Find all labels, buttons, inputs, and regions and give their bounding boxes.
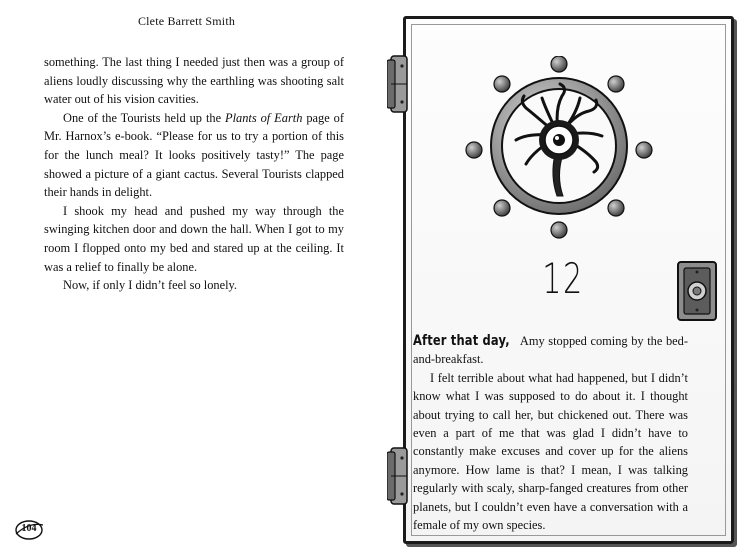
left-page bbox=[0, 0, 373, 560]
text-run: Now, if only I didn’t feel so lonely. bbox=[63, 278, 238, 293]
chapter-opening-paragraph bbox=[413, 332, 688, 369]
door-buzzer-icon bbox=[676, 260, 718, 322]
running-head: Clete Barrett Smith bbox=[137, 14, 236, 28]
opening-paragraph-rest: Amy stopped coming by the bed-and-breakfast. bbox=[413, 334, 688, 367]
page-number bbox=[14, 518, 44, 542]
page-number-text: 104 bbox=[21, 523, 37, 534]
text-run: something. The last thing I needed just then was a group of aliens loudly discussing why the earthling was shooting salt water out of his vision cavities. bbox=[44, 55, 344, 107]
paragraph-3 bbox=[44, 202, 344, 276]
paragraph-4 bbox=[44, 276, 344, 295]
text-run: One of the Tourists held up the bbox=[63, 110, 226, 125]
porthole-eye-creature-icon bbox=[464, 56, 654, 246]
paragraph-1 bbox=[44, 53, 344, 109]
paragraph-2: I felt terrible about what had happened, but I didn’t know what I was supposed to do about it. I thought about trying to call her, but chickened out. There was even a part of me that was glad I didn’t have to constantly make excuses and cover up for the aliens anymore. How lame is that? I mean, I was talking regularly with scaly, sharp-fanged creatures from other planets, but I couldn’t even have a conversation with a female of my own species. bbox=[413, 370, 688, 533]
right-page bbox=[373, 0, 747, 560]
paragraph-2 bbox=[44, 109, 344, 202]
text-run: page of Mr. Harnox’s e-book. “Please for us to try a portion of this for the lunch meal? It looks positively tasty!” The page showed a picture of a giant cactus. Several Tourists clapped their hands in delight. bbox=[44, 110, 344, 200]
chapter-number: 12 bbox=[542, 254, 584, 303]
chapter-lead-in: After that day, bbox=[413, 333, 510, 349]
hinge-bottom-icon bbox=[387, 446, 409, 506]
left-body-text bbox=[44, 53, 344, 295]
hinge-top-icon bbox=[387, 54, 409, 114]
right-body-text bbox=[413, 332, 688, 534]
text-run: I shook my head and pushed my way through the swinging kitchen door and down the hall. When I got to my room I flopped onto my bed and stared up at the ceiling. It was a relief to finally be alone. bbox=[44, 203, 344, 274]
italic-title: Plants of Earth bbox=[225, 110, 303, 125]
